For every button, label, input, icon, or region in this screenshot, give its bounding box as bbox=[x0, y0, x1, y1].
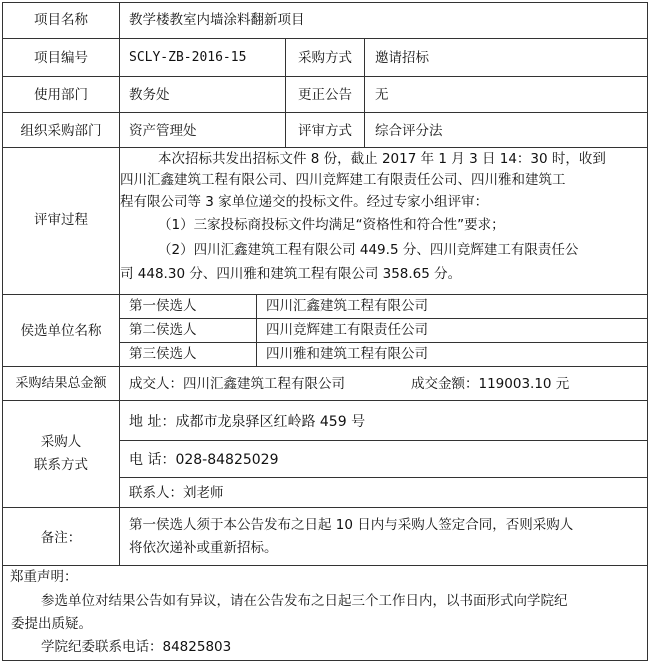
statement-line-3: 学院纪委联系电话：84825803 bbox=[41, 639, 232, 655]
correction-notice-value-cell bbox=[364, 76, 648, 113]
org-dept-label: 组织采购部门 bbox=[20, 123, 102, 139]
candidate-1-rank: 第一侯选人 bbox=[129, 298, 197, 314]
review-label-cell bbox=[2, 147, 120, 295]
result-winner: 成交人：四川汇鑫建筑工程有限公司 bbox=[129, 376, 345, 392]
review-method-value: 综合评分法 bbox=[375, 123, 443, 139]
project-name-label: 项目名称 bbox=[34, 12, 88, 28]
review-label: 评审过程 bbox=[34, 212, 88, 228]
note-line-2: 将依次递补或重新招标。 bbox=[129, 540, 278, 556]
correction-notice-value: 无 bbox=[375, 87, 389, 103]
statement-line-1: 参选单位对结果公告如有异议，请在公告发布之日起三个工作日内，以书面形式向学院纪 bbox=[41, 593, 568, 609]
review-method-label: 评审方式 bbox=[298, 123, 352, 139]
purchaser-address-cell bbox=[119, 400, 648, 441]
candidate-2-rank-cell bbox=[119, 318, 257, 343]
statement-cell bbox=[2, 565, 648, 661]
candidate-1-name-cell bbox=[256, 294, 648, 319]
project-name-value-cell bbox=[119, 2, 648, 39]
note-label: 备注： bbox=[40, 530, 82, 546]
note-label-cell bbox=[2, 507, 120, 566]
purchaser-phone-cell bbox=[119, 440, 648, 478]
project-number-value: SCLY-ZB-2016-15 bbox=[129, 50, 247, 65]
candidate-3-rank-cell bbox=[119, 342, 257, 367]
review-method-label-cell bbox=[285, 112, 365, 148]
candidate-1-rank-cell bbox=[119, 294, 257, 319]
purchaser-label-line-1: 采购人 bbox=[40, 434, 82, 450]
procurement-method-label-cell bbox=[285, 38, 365, 77]
procurement-method-label: 采购方式 bbox=[298, 50, 352, 66]
department-value-cell bbox=[119, 76, 286, 113]
purchaser-contact: 联系人：刘老师 bbox=[129, 485, 224, 501]
org-dept-value: 资产管理处 bbox=[129, 123, 197, 139]
purchaser-phone: 电 话：028-84825029 bbox=[129, 452, 279, 468]
review-method-value-cell bbox=[364, 112, 648, 148]
review-line-1: 本次招标共发出招标文件 8 份，截止 2017 年 1 月 3 日 14：30 时，收到 bbox=[158, 151, 606, 167]
org-dept-value-cell bbox=[119, 112, 286, 148]
candidate-3-name: 四川雅和建筑工程有限公司 bbox=[266, 346, 428, 362]
department-value: 教务处 bbox=[129, 87, 170, 103]
candidate-2-rank: 第二侯选人 bbox=[129, 322, 197, 338]
purchaser-address: 地 址：成都市龙泉驿区红岭路 459 号 bbox=[129, 414, 366, 430]
note-line-1: 第一侯选人须于本公告发布之日起 10 日内与采购人签定合同，否则采购人 bbox=[129, 517, 574, 533]
candidate-1-name: 四川汇鑫建筑工程有限公司 bbox=[266, 298, 428, 314]
result-label-cell bbox=[2, 366, 120, 401]
procurement-method-value: 邀请招标 bbox=[375, 50, 429, 66]
note-value-cell bbox=[119, 507, 648, 566]
project-number-value-cell bbox=[119, 38, 286, 77]
department-label-cell bbox=[2, 76, 120, 113]
candidates-label-cell bbox=[2, 294, 120, 367]
review-content-cell bbox=[119, 147, 648, 295]
org-dept-label-cell bbox=[2, 112, 120, 148]
review-line-3: 程有限公司等 3 家单位递交的投标文件。经过专家小组评审： bbox=[120, 194, 489, 210]
review-line-6: 司 448.30 分、四川雅和建筑工程有限公司 358.65 分。 bbox=[120, 266, 462, 282]
review-line-4: （1）三家投标商投标文件均满足“资格性和符合性”要求； bbox=[158, 217, 505, 233]
candidate-3-name-cell bbox=[256, 342, 648, 367]
project-number-label-cell bbox=[2, 38, 120, 77]
correction-notice-label-cell bbox=[285, 76, 365, 113]
department-label: 使用部门 bbox=[34, 87, 88, 103]
purchaser-label-line-2: 联系方式 bbox=[34, 457, 88, 473]
result-amount: 成交金额：119003.10 元 bbox=[411, 376, 570, 392]
correction-notice-label: 更正公告 bbox=[298, 87, 352, 103]
result-label: 采购结果总金额 bbox=[15, 376, 107, 391]
project-number-label: 项目编号 bbox=[34, 50, 88, 66]
project-name-value: 教学楼教室内墙涂料翻新项目 bbox=[129, 12, 305, 28]
review-line-5: （2）四川汇鑫建筑工程有限公司 449.5 分、四川竞辉建工有限责任公 bbox=[158, 242, 579, 258]
candidates-label: 侯选单位名称 bbox=[20, 323, 102, 339]
project-name-label-cell bbox=[2, 2, 120, 39]
purchaser-label-cell bbox=[2, 400, 120, 508]
purchaser-contact-cell bbox=[119, 477, 648, 508]
statement-line-2: 委提出质疑。 bbox=[11, 616, 92, 632]
candidate-2-name: 四川竞辉建工有限责任公司 bbox=[266, 322, 428, 338]
review-line-2: 四川汇鑫建筑工程有限公司、四川竞辉建工有限责任公司、四川雅和建筑工 bbox=[120, 172, 566, 188]
candidate-2-name-cell bbox=[256, 318, 648, 343]
result-value-cell bbox=[119, 366, 648, 401]
candidate-3-rank: 第三侯选人 bbox=[129, 346, 197, 362]
statement-title: 郑重声明： bbox=[10, 569, 78, 585]
procurement-method-value-cell bbox=[364, 38, 648, 77]
